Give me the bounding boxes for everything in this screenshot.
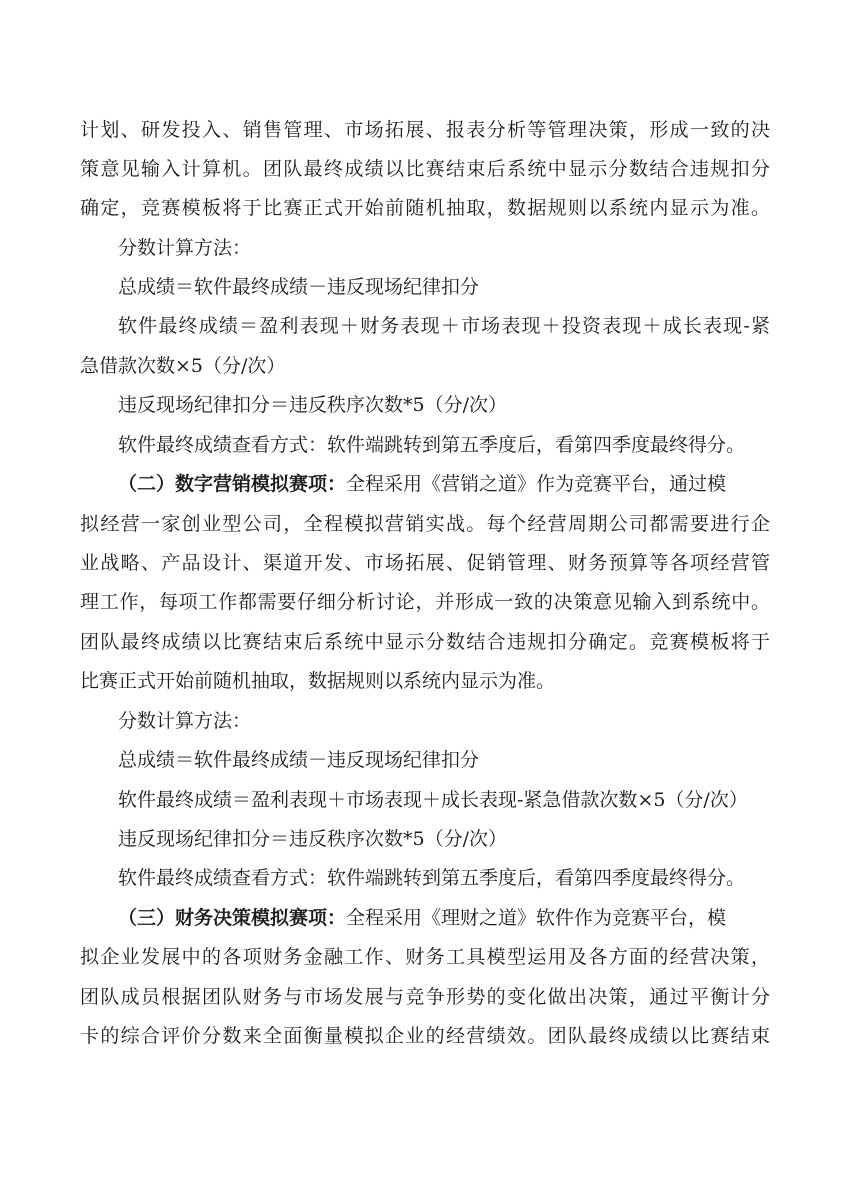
paragraph-line: 团队最终成绩以比赛结束后系统中显示分数结合违规扣分确定。竞赛模板将于: [80, 631, 770, 653]
software-score-formula: 软件最终成绩＝盈利表现＋财务表现＋市场表现＋投资表现＋成长表现-紧: [118, 315, 770, 337]
paragraph-line: 业战略、产品设计、渠道开发、市场拓展、促销管理、财务预算等各项经营管: [80, 552, 770, 574]
software-score-formula-cont: 急借款次数×5（分/次）: [80, 355, 286, 377]
paragraph-line: 理工作，每项工作都需要仔细分析讨论，并形成一致的决策意见输入到系统中。: [80, 591, 770, 613]
total-score-formula: 总成绩＝软件最终成绩－违反现场纪律扣分: [118, 749, 480, 771]
paragraph-line: 策意见输入计算机。团队最终成绩以比赛结束后系统中显示分数结合违规扣分: [80, 158, 770, 180]
paragraph-line: 拟企业发展中的各项财务金融工作、财务工具模型运用及各方面的经营决策，: [80, 946, 770, 968]
paragraph-line: 计划、研发投入、销售管理、市场拓展、报表分析等管理决策，形成一致的决: [80, 119, 770, 141]
paragraph-line: 团队成员根据团队财务与市场发展与竞争形势的变化做出决策，通过平衡计分: [80, 986, 770, 1008]
software-score-formula: 软件最终成绩＝盈利表现＋市场表现＋成长表现-紧急借款次数×5（分/次）: [118, 789, 748, 811]
score-method-label: 分数计算方法：: [118, 237, 252, 259]
paragraph-line: 卡的综合评价分数来全面衡量模拟企业的经营绩效。团队最终成绩以比赛结束: [80, 1025, 770, 1047]
total-score-formula: 总成绩＝软件最终成绩－违反现场纪律扣分: [118, 276, 480, 298]
violation-formula: 违反现场纪律扣分＝违反秩序次数*5（分/次）: [118, 394, 507, 416]
section-heading: （二）数字营销模拟赛项：: [118, 473, 347, 495]
view-method: 软件最终成绩查看方式：软件端跳转到第五季度后，看第四季度最终得分。: [118, 867, 746, 889]
view-method: 软件最终成绩查看方式：软件端跳转到第五季度后，看第四季度最终得分。: [118, 434, 746, 456]
section-intro: 全程采用《理财之道》软件作为竞赛平台，模: [346, 907, 727, 929]
section-intro: 全程采用《营销之道》作为竞赛平台，通过模: [346, 473, 727, 495]
paragraph-line: 比赛正式开始前随机抽取，数据规则以系统内显示为准。: [80, 670, 556, 692]
section-heading: （三）财务决策模拟赛项：: [118, 907, 347, 929]
paragraph-line: 拟经营一家创业型公司，全程模拟营销实战。每个经营周期公司都需要进行企: [80, 513, 770, 535]
section-heading-line: [118, 906, 770, 930]
section-heading-line: [118, 472, 770, 496]
paragraph-line: 确定，竞赛模板将于比赛正式开始前随机抽取，数据规则以系统内显示为准。: [80, 197, 770, 219]
violation-formula: 违反现场纪律扣分＝违反秩序次数*5（分/次）: [118, 828, 507, 850]
score-method-label: 分数计算方法：: [118, 710, 252, 732]
